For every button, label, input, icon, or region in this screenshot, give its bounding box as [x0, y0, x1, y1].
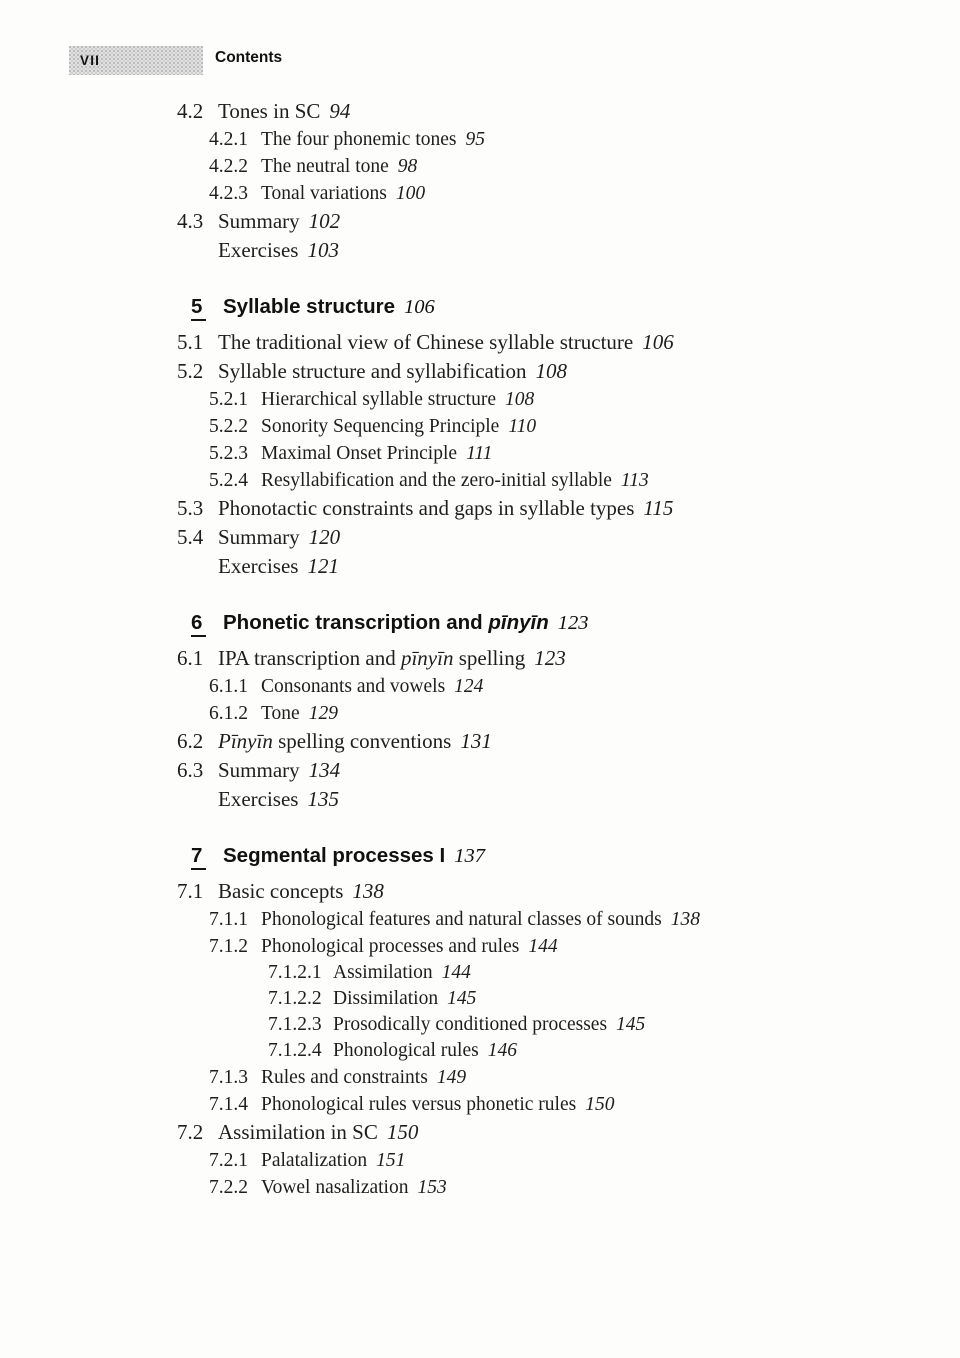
entry-number: 5.2 [177, 359, 204, 383]
toc-chapter-heading [0, 608, 960, 638]
entry-number: 7.1.2.3 [268, 1014, 322, 1035]
entry-title: Consonants and vowels [261, 676, 446, 697]
entry-title: Maximal Onset Principle [261, 443, 458, 464]
entry-title: Tones in SC [218, 99, 321, 123]
entry-number: 5.2.4 [209, 470, 248, 491]
entry-number: 7.1.3 [209, 1067, 248, 1088]
entry-page-number: 103 [307, 238, 339, 262]
entry-page-number: 145 [616, 1014, 646, 1035]
entry-page-number: 149 [436, 1067, 467, 1088]
entry-number: 5.4 [177, 525, 204, 549]
entry-title: Assimilation in SC [218, 1120, 378, 1144]
entry-number: 6.1.1 [209, 676, 248, 697]
entry-page-number: 123 [534, 646, 566, 670]
chapter-title: Phonetic transcription and [223, 611, 489, 634]
toc-entry-level-3 [0, 1038, 960, 1064]
entry-number: 7.1.2.4 [268, 1040, 322, 1061]
entry-page-number: 100 [395, 183, 426, 204]
entry-page-number: 110 [508, 416, 537, 437]
entry-page-number: 124 [454, 676, 484, 697]
toc-entry-level-1 [0, 207, 960, 236]
toc-entry-level-1 [0, 756, 960, 785]
entry-page-number: 94 [329, 99, 351, 123]
toc-entry-level-1 [0, 877, 960, 906]
entry-title-italic: pīnyīn [400, 646, 454, 670]
entry-number: 7.1.1 [209, 909, 248, 930]
entry-page-number: 150 [585, 1094, 615, 1115]
chapter-number: 6 [191, 611, 206, 637]
chapter-number: 5 [191, 295, 206, 321]
entry-page-number: 106 [642, 330, 674, 354]
entry-title: Basic concepts [218, 879, 344, 903]
toc-entry-level-2 [0, 467, 960, 494]
chapter-title: Segmental processes I [223, 844, 446, 867]
page-number-box [69, 46, 203, 75]
entry-number: 7.1.2.1 [268, 962, 322, 983]
entry-title: The four phonemic tones [261, 129, 457, 150]
entry-title: Rules and constraints [261, 1067, 428, 1088]
entry-number: 4.2.2 [209, 156, 248, 177]
toc-entry-level-2 [0, 413, 960, 440]
entry-title: Assimilation [333, 962, 433, 983]
toc-entry-level-1 [0, 644, 960, 673]
toc-exercises-entry [0, 785, 960, 814]
entry-title: Palatalization [261, 1150, 368, 1171]
entry-page-number: 153 [417, 1177, 447, 1198]
toc-entry-level-1 [0, 1118, 960, 1147]
entry-title: IPA transcription and [218, 646, 401, 670]
entry-number: 5.2.2 [209, 416, 248, 437]
entry-title: Exercises [218, 554, 299, 578]
chapter-title: Syllable structure [223, 295, 396, 318]
entry-number: 4.2.1 [209, 129, 248, 150]
entry-number: 6.3 [177, 758, 204, 782]
entry-title: Syllable structure and syllabification [218, 359, 527, 383]
entry-page-number: 111 [466, 443, 493, 464]
entry-title: Phonological rules [333, 1040, 479, 1061]
entry-number: 4.2 [177, 99, 204, 123]
entry-number: 6.1 [177, 646, 204, 670]
entry-title: The traditional view of Chinese syllable structure [218, 330, 634, 354]
entry-page-number: 115 [643, 496, 674, 520]
toc-entry-level-1 [0, 97, 960, 126]
entry-page-number: 113 [620, 470, 649, 491]
toc-entry-level-2 [0, 933, 960, 960]
entry-title: Hierarchical syllable structure [261, 389, 496, 410]
entry-title: Dissimilation [333, 988, 439, 1009]
chapter-title-italic: pīnyīn [488, 611, 549, 634]
toc-chapter-heading [0, 841, 960, 871]
toc-entry-level-3 [0, 1012, 960, 1038]
toc-entry-level-2 [0, 1147, 960, 1174]
entry-title: Summary [218, 758, 300, 782]
toc-entry-level-2 [0, 180, 960, 207]
entry-title: Phonological rules versus phonetic rules [261, 1094, 577, 1115]
entry-title: Resyllabification and the zero-initial syllable [261, 470, 612, 491]
entry-title: Exercises [218, 787, 299, 811]
entry-number: 5.2.3 [209, 443, 248, 464]
entry-title: Prosodically conditioned processes [333, 1014, 608, 1035]
entry-number: 7.1 [177, 879, 204, 903]
entry-title: Tonal variations [261, 183, 387, 204]
entry-page-number: 95 [465, 129, 485, 150]
toc-entry-level-1 [0, 494, 960, 523]
toc-entry-level-3 [0, 986, 960, 1012]
entry-page-number: 150 [386, 1120, 419, 1144]
toc-entry-level-2 [0, 1064, 960, 1091]
entry-number: 7.1.2 [209, 936, 248, 957]
entry-title: Summary [218, 209, 300, 233]
table-of-contents [0, 97, 960, 1201]
entry-number: 5.3 [177, 496, 204, 520]
entry-number: 7.2.1 [209, 1150, 248, 1171]
toc-entry-level-1 [0, 727, 960, 756]
entry-title: spelling conventions [272, 729, 452, 753]
entry-page-number: 108 [535, 359, 567, 383]
entry-page-number: 123 [557, 612, 589, 634]
entry-title: Summary [218, 525, 300, 549]
toc-entry-level-2 [0, 1091, 960, 1118]
entry-title: spelling [453, 646, 526, 670]
entry-page-number: 144 [441, 962, 471, 983]
entry-title: The neutral tone [261, 156, 389, 177]
toc-entry-level-2 [0, 700, 960, 727]
toc-exercises-entry [0, 236, 960, 265]
entry-title-italic: Pīnyīn [218, 729, 273, 753]
toc-entry-level-2 [0, 1174, 960, 1201]
entry-number: 5.1 [177, 330, 204, 354]
entry-number: 7.1.2.2 [268, 988, 322, 1009]
entry-page-number: 144 [528, 936, 558, 957]
chapter-number: 7 [191, 844, 206, 870]
toc-entry-level-2 [0, 126, 960, 153]
entry-number: 6.2 [177, 729, 204, 753]
entry-page-number: 134 [308, 758, 341, 782]
toc-entry-level-2 [0, 440, 960, 467]
entry-page-number: 135 [307, 787, 339, 811]
entry-page-number: 137 [454, 845, 485, 867]
toc-entry-level-1 [0, 328, 960, 357]
toc-exercises-entry [0, 552, 960, 581]
entry-page-number: 151 [376, 1150, 406, 1171]
entry-title: Phonological processes and rules [261, 936, 520, 957]
toc-chapter-heading [0, 292, 960, 322]
entry-page-number: 138 [670, 909, 700, 930]
entry-number: 6.1.2 [209, 703, 248, 724]
entry-page-number: 138 [352, 879, 384, 903]
entry-number: 4.3 [177, 209, 204, 233]
entry-page-number: 131 [460, 729, 492, 753]
entry-number: 7.1.4 [209, 1094, 248, 1115]
entry-page-number: 145 [447, 988, 477, 1009]
entry-page-number: 102 [308, 209, 341, 233]
entry-number: 5.2.1 [209, 389, 248, 410]
entry-page-number: 146 [487, 1040, 517, 1061]
entry-page-number: 98 [397, 156, 418, 177]
entry-title: Exercises [218, 238, 299, 262]
entry-title: Vowel nasalization [261, 1177, 409, 1198]
entry-number: 4.2.3 [209, 183, 248, 204]
entry-number: 7.2 [177, 1120, 204, 1144]
entry-title: Phonological features and natural classes of sounds [261, 909, 662, 930]
entry-page-number: 108 [504, 389, 535, 410]
entry-page-number: 120 [308, 525, 341, 549]
toc-entry-level-1 [0, 523, 960, 552]
toc-entry-level-2 [0, 906, 960, 933]
entry-page-number: 106 [404, 296, 435, 318]
toc-entry-level-2 [0, 153, 960, 180]
entry-title: Sonority Sequencing Principle [261, 416, 500, 437]
toc-entry-level-2 [0, 673, 960, 700]
toc-entry-level-1 [0, 357, 960, 386]
page-number-label: VII [80, 53, 101, 68]
toc-entry-level-2 [0, 386, 960, 413]
entry-page-number: 129 [308, 703, 338, 724]
toc-entry-level-3 [0, 960, 960, 986]
entry-title: Phonotactic constraints and gaps in syllable types [218, 496, 635, 520]
entry-number: 7.2.2 [209, 1177, 248, 1198]
entry-title: Tone [261, 703, 300, 724]
entry-page-number: 121 [307, 554, 339, 578]
running-head-title: Contents [215, 49, 283, 66]
